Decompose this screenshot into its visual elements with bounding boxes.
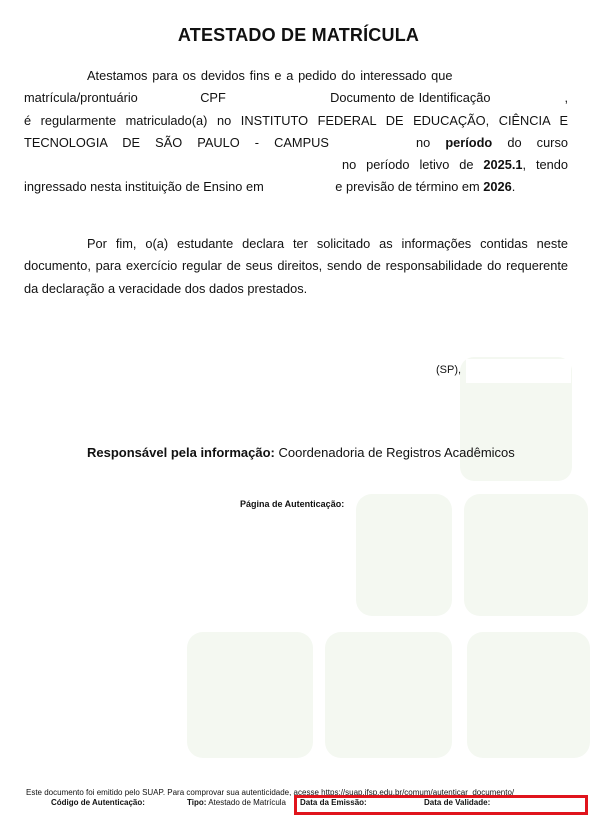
- highlight-box: [294, 795, 588, 815]
- watermark-logo-block: [325, 632, 452, 758]
- footer-code-label: Código de Autenticação:: [51, 798, 145, 807]
- watermark-logo-block: [356, 494, 452, 616]
- footer-type: Tipo: Atestado de Matrícula: [187, 798, 287, 807]
- footer-notice: Este documento foi emitido pelo SUAP. Para comprovar sua autenticidade, acesse https://suap.ifsp.edu.br/comum/autenticar_documento/: [26, 788, 515, 797]
- footer-emission-label: Data da Emissão:: [300, 798, 367, 807]
- place-date: (SP),: [436, 364, 462, 376]
- declaration-paragraph: Atestamos para os devidos fins e a pedido do interessado que matrícula/prontuário CPF Documento de Identificação , é regularmente matriculado(a) no INSTITUTO FEDERAL DE EDUCAÇÃO, CIÊNCIA E TECNOLOGIA DE SÃO PAULO - CAMPUS no período do cursono período letivo de 2025.1, tendo ingressado nesta instituição de Ensino em e previsão de término em 2026.: [24, 68, 569, 195]
- watermark-logo-block: [187, 632, 313, 758]
- closing-paragraph: Por fim, o(a) estudante declara ter solicitado as informações contidas neste documento, para exercício regular de seus direitos, sendo de responsabilidade do requerente da declaração a veracidade dos dados prestados.: [24, 236, 568, 296]
- footer-validity-label: Data de Validade:: [424, 798, 491, 807]
- date-blank: [466, 359, 571, 383]
- responsible-info: Responsável pela informação: Coordenadoria de Registros Acadêmicos: [87, 445, 515, 460]
- document-title: ATESTADO DE MATRÍCULA: [177, 25, 420, 45]
- watermark-logo-block: [467, 632, 590, 758]
- authentication-page-label: Página de Autenticação:: [240, 499, 345, 509]
- watermark-logo-block: [464, 494, 588, 616]
